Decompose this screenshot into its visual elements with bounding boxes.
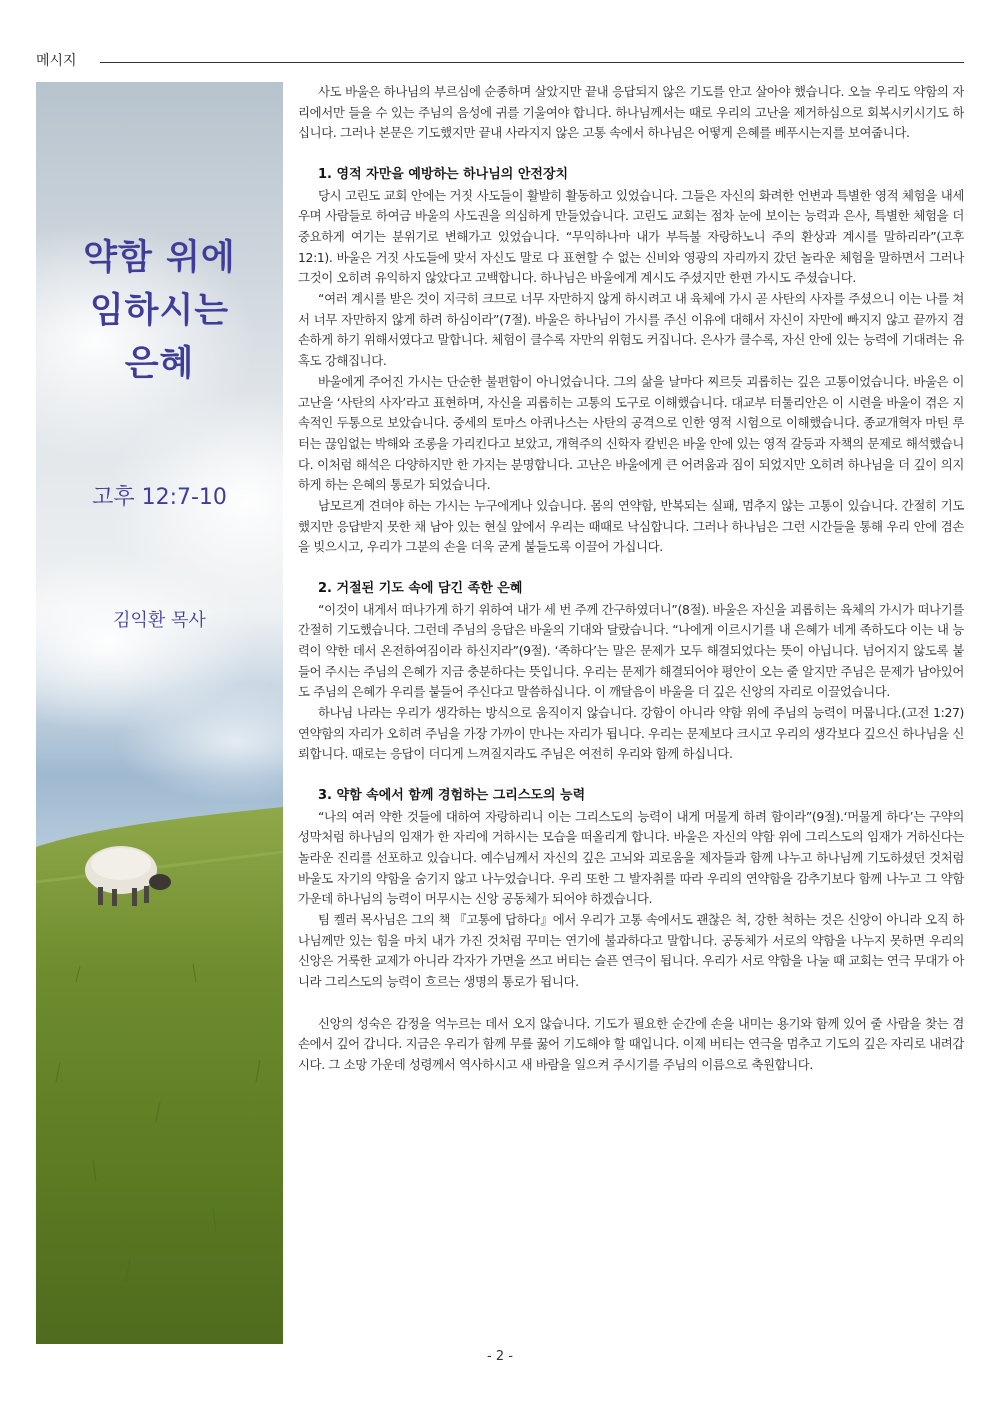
author-name: 김익환 목사 <box>113 610 206 631</box>
body-paragraph: “여러 계시를 받은 것이 지극히 크므로 너무 자만하지 않게 하시려고 내 육체에 가시 곧 사탄의 사자를 주셨으니 이는 나를 쳐서 너무 자만하지 않게 하려 하심이라”(7절). 바울은 하나님이 가시를 주신 이유에 대해서 자신이 자만에 빠지지 않고 끝까지 겸손하게 하기 위해서였다고 말합니다. 체험이 클수록 자만의 위험도 커집니다. 은사가 클수록, 자신 안에 있는 능력에 기대려는 유혹도 강해집니다. <box>298 291 964 369</box>
body-paragraph: 팀 켈러 목사님은 그의 책 『고통에 답하다』에서 우리가 고통 속에서도 괜찮은 척, 강한 척하는 것은 신앙이 아니라 오직 하나님께만 있는 힘을 마치 내가 가진 것처럼 꾸미는 연기에 불과하다고 말합니다. 공동체가 서로의 약함을 나누지 못하면 우리의 신앙은 거룩한 교제가 아니라 각자가 가면을 쓰고 버티는 슬픈 연극이 됩니다. 우리가 서로 약함을 나눌 때 교회는 연극 무대가 아니라 그리스도의 능력이 흐르는 생명의 통로가 됩니다. <box>298 912 964 990</box>
sermon-title-line: 은혜 <box>124 344 195 384</box>
header-rule <box>100 62 964 63</box>
section-heading: 3. 약함 속에서 함께 경험하는 그리스도의 능력 <box>318 787 586 803</box>
sermon-title <box>36 232 283 391</box>
sermon-title-line: 임하시는 <box>89 291 230 331</box>
body-paragraph: 하나님 나라는 우리가 생각하는 방식으로 움직이지 않습니다. 강함이 아니라 약함 위에 주님의 능력이 머뭅니다.(고전 1:27) 연약함의 자리가 오히려 주님을 가장 가까이 만나는 자리가 됩니다. 우리는 문제보다 크시고 우리의 생각보다 깊으신 하나님을 신뢰합니다. 때로는 응답이 더디게 느껴질지라도 주님은 여전히 우리와 함께 하십니다. <box>298 705 964 762</box>
body-paragraph: 남모르게 견뎌야 하는 가시는 누구에게나 있습니다. 몸의 연약함, 반복되는 실패, 멈추지 않는 고통이 있습니다. 간절히 기도했지만 응답받지 못한 채 남아 있는 현실 앞에서 우리는 때때로 낙심합니다. 그러나 하나님은 그런 시간들을 통해 우리 안에 겸손을 빚으시고, 우리가 그분의 손을 더욱 굳게 붙들도록 이끌어 가십니다. <box>298 498 964 555</box>
body-paragraph: “나의 여러 약한 것들에 대하여 자랑하리니 이는 그리스도의 능력이 내게 머물게 하려 함이라”(9절).‘머물게 하다’는 구약의 성막처럼 하나님의 임재가 한 자리에 거하시는 모습을 떠올리게 합니다. 바울은 자신의 약함 위에 그리스도의 임재가 거하신다는 놀라운 진리를 선포하고 있습니다. 예수님께서 자신의 깊은 고뇌와 괴로움을 제자들과 함께 나누고 하나님께 기도하셨던 것처럼 바울도 자기의 약함을 숨기지 않고 나누었습니다. 우리 또한 그 발자취를 따라 우리의 연약함을 감추기보다 함께 나누고 그 약함 가운데 하나님의 능력이 머무시는 신앙 공동체가 되어야 하겠습니다. <box>298 808 964 907</box>
section-heading: 2. 거절된 기도 속에 담긴 족한 은혜 <box>318 580 523 596</box>
sermon-body <box>298 82 964 1076</box>
section-heading: 1. 영적 자만을 예방하는 하나님의 안전장치 <box>318 166 569 182</box>
body-paragraph: 당시 고린도 교회 안에는 거짓 사도들이 활발히 활동하고 있었습니다. 그들은 자신의 화려한 언변과 특별한 영적 체험을 내세우며 사람들로 하여금 바울의 사도권을 의심하게 만들었습니다. 고린도 교회는 점차 눈에 보이는 능력과 은사, 특별한 체험을 더 중요하게 여기는 분위기로 변해가고 있었습니다. “무익하나마 내가 부득불 자랑하노니 주의 환상과 계시를 말하리라”(고후 12:1). 바울은 거짓 사도들에 맞서 자신도 말로 다 표현할 수 없는 신비와 영광의 자리까지 갔던 놀라운 체험을 말하면서 그러나 그것이 오히려 유익하지 않았다고 고백합니다. 하나님은 바울에게 계시도 주셨지만 한편 가시도 주셨습니다. <box>298 187 964 286</box>
page-number: - 2 - <box>487 1349 513 1364</box>
body-paragraph: 바울에게 주어진 가시는 단순한 불편함이 아니었습니다. 그의 삶을 날마다 찌르듯 괴롭히는 깊은 고통이었습니다. 바울은 이 고난을 ‘사탄의 사자’라고 표현하며, 자신을 괴롭히는 고통의 도구로 이해했습니다. 대교부 터툴리안은 이 시련을 바울이 겪은 지속적인 두통으로 보았습니다. 중세의 토마스 아퀴나스는 사탄의 공격으로 인한 영적 시험으로 이해했습니다. 종교개혁자 마틴 루터는 끊임없는 박해와 조롱을 가리킨다고 보았고, 개혁주의 신학자 칼빈은 바울 안에 있는 영적 갈등과 자책의 문제로 해석했습니다. 이처럼 해석은 다양하지만 한 가지는 분명합니다. 고난은 바울에게 큰 어려움과 짐이 되었지만 오히려 하나님을 더 깊이 의지하게 하는 은혜의 통로가 되었습니다. <box>298 373 964 493</box>
body-paragraph: “이것이 내게서 떠나가게 하기 위하여 내가 세 번 주께 간구하였더니”(8절). 바울은 자신을 괴롭히는 육체의 가시가 떠나기를 간절히 기도했습니다. 그런데 주님의 응답은 바울의 기대와 달랐습니다. “나에게 이르시기를 내 은혜가 네게 족하도다 이는 내 능력이 약한 데서 온전하여짐이라 하신지라”(9절). ‘족하다’는 말은 문제가 모두 해결되었다는 뜻이 아닙니다. 넘어지지 않도록 붙들어 주시는 주님의 은혜가 지금 충분하다는 뜻입니다. 우리는 문제가 해결되어야 평안이 오는 줄 알지만 주님은 문제가 남아있어도 주님의 은혜가 우리를 붙들어 주신다고 말씀하십니다. 이 깨달음이 바울을 더 깊은 신앙의 자리로 이끌었습니다. <box>298 601 964 700</box>
sermon-title-line: 약함 위에 <box>83 238 236 278</box>
scripture-reference: 고후 12:7-10 <box>92 485 227 510</box>
closing-paragraph: 신앙의 성숙은 감정을 억누르는 데서 오지 않습니다. 기도가 필요한 순간에 손을 내미는 용기와 함께 있어 줄 사람을 찾는 겸손에서 깊어 갑니다. 지금은 우리가 함께 무릎 꿇어 기도해야 할 때입니다. 이제 버티는 연극을 멈추고 기도의 깊은 자리로 내려갑시다. 그 소망 가운데 성령께서 역사하시고 새 바람을 일으켜 주시기를 주님의 이름으로 축원합니다. <box>298 1015 964 1072</box>
header-label: 메시지 <box>36 53 77 69</box>
intro-paragraph: 사도 바울은 하나님의 부르심에 순종하며 살았지만 끝내 응답되지 않은 기도를 안고 살아야 했습니다. 오늘 우리도 약함의 자리에서만 들을 수 있는 주님의 음성에 귀를 기울여야 합니다. 하나님께서는 때로 우리의 고난을 제거하심으로 회복시키시기도 하십니다. 그러나 본문은 기도했지만 끝내 사라지지 않은 고통 속에서 하나님은 어떻게 은혜를 베푸시는지를 보여줍니다. <box>298 84 964 141</box>
side-illustration-panel <box>36 82 283 1344</box>
